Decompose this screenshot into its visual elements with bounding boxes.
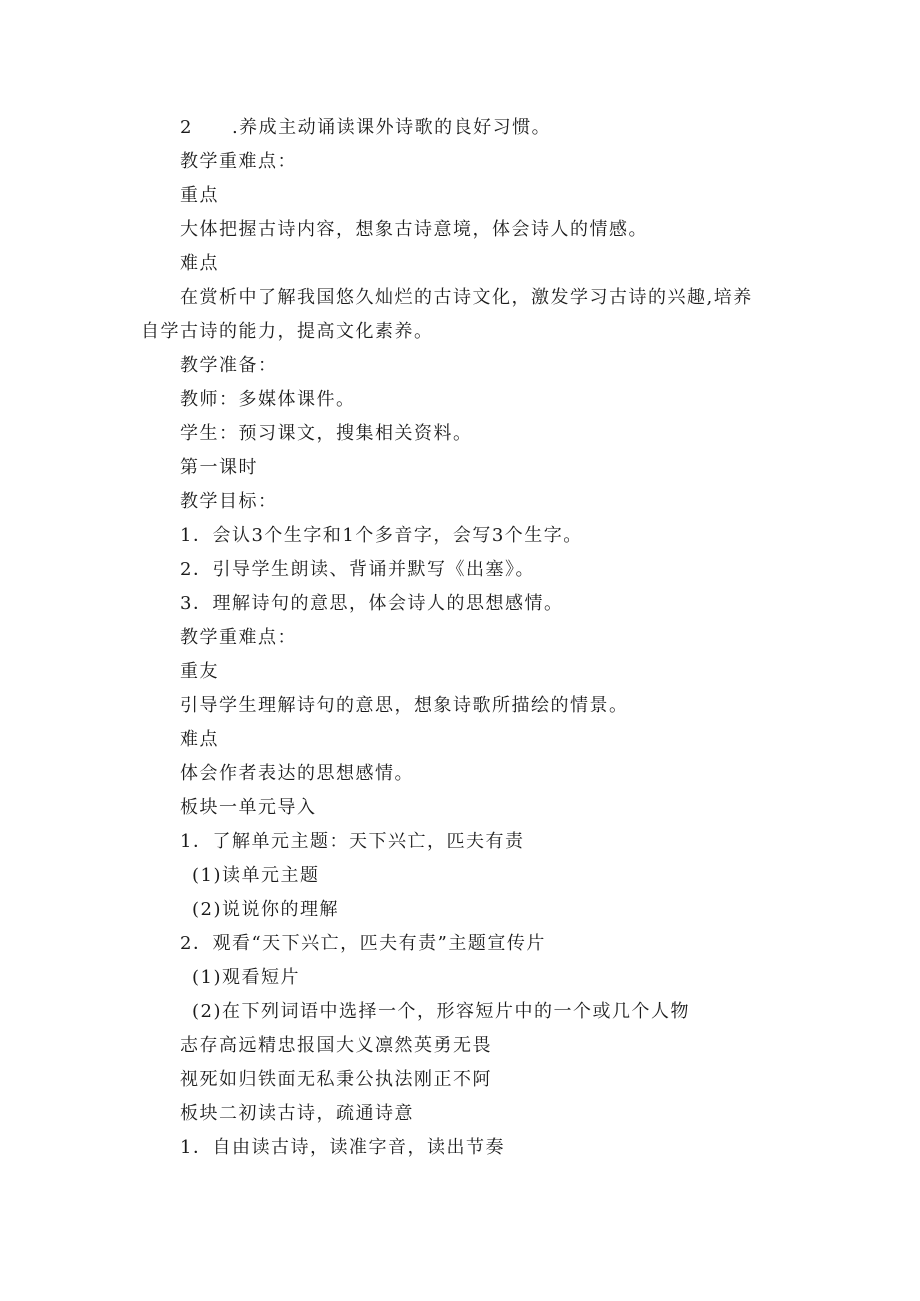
teaching-goals-heading: 教学目标： (180, 491, 278, 512)
section-one-step-1-sub-2: (2)说说你的理解 (192, 899, 339, 920)
goal-item-1: 1．会认3个生字和1个多音字，会写3个生字。 (180, 525, 583, 546)
goal-item-2: 2．引导学生朗读、背诵并默写《出塞》。 (180, 559, 535, 580)
difficulty-label: 难点 (180, 253, 219, 274)
key-point-text: 大体把握古诗内容，想象古诗意境，体会诗人的情感。 (180, 219, 648, 240)
word-list-row-2: 视死如归铁面无私秉公执法刚正不阿 (180, 1069, 492, 1090)
difficulty-text-2: 体会作者表达的思想感情。 (180, 763, 414, 784)
section-one-step-2-sub-2: (2)在下列词语中选择一个，形容短片中的一个或几个人物 (192, 1001, 690, 1022)
section-one-step-2: 2．观看“天下兴亡，匹夫有责”主题宣传片 (180, 933, 546, 954)
key-point-label-2: 重友 (180, 661, 219, 682)
key-difficulty-heading: 教学重难点： (180, 151, 297, 172)
goal-2-line: 2 .养成主动诵读课外诗歌的良好习惯。 (180, 117, 552, 138)
section-one-heading: 板块一单元导入 (180, 797, 317, 818)
key-point-label: 重点 (180, 185, 219, 206)
section-two-heading: 板块二初读古诗，疏通诗意 (180, 1103, 414, 1124)
word-list-row-1: 志存高远精忠报国大义凛然英勇无畏 (180, 1035, 492, 1056)
section-one-step-1-sub-1: (1)读单元主题 (192, 865, 320, 886)
student-preparation: 学生：预习课文，搜集相关资料。 (180, 423, 473, 444)
goal-item-3: 3．理解诗句的意思，体会诗人的思想感情。 (180, 593, 564, 614)
difficulty-label-2: 难点 (180, 729, 219, 750)
section-one-step-2-sub-1: (1)观看短片 (192, 967, 300, 988)
first-lesson-heading: 第一课时 (180, 457, 258, 478)
difficulty-text: 在赏析中了解我国悠久灿烂的古诗文化，激发学习古诗的兴趣,培养 (180, 287, 753, 308)
key-difficulty-heading-2: 教学重难点： (180, 627, 297, 648)
teacher-preparation: 教师：多媒体课件。 (180, 389, 356, 410)
key-point-text-2: 引导学生理解诗句的意思，想象诗歌所描绘的情景。 (180, 695, 629, 716)
preparation-heading: 教学准备： (180, 355, 278, 376)
section-one-step-1: 1．了解单元主题：天下兴亡，匹夫有责 (180, 831, 525, 852)
section-two-step-1: 1．自由读古诗，读准字音，读出节奏 (180, 1137, 505, 1158)
difficulty-text-continued: 自学古诗的能力，提高文化素养。 (141, 321, 434, 342)
